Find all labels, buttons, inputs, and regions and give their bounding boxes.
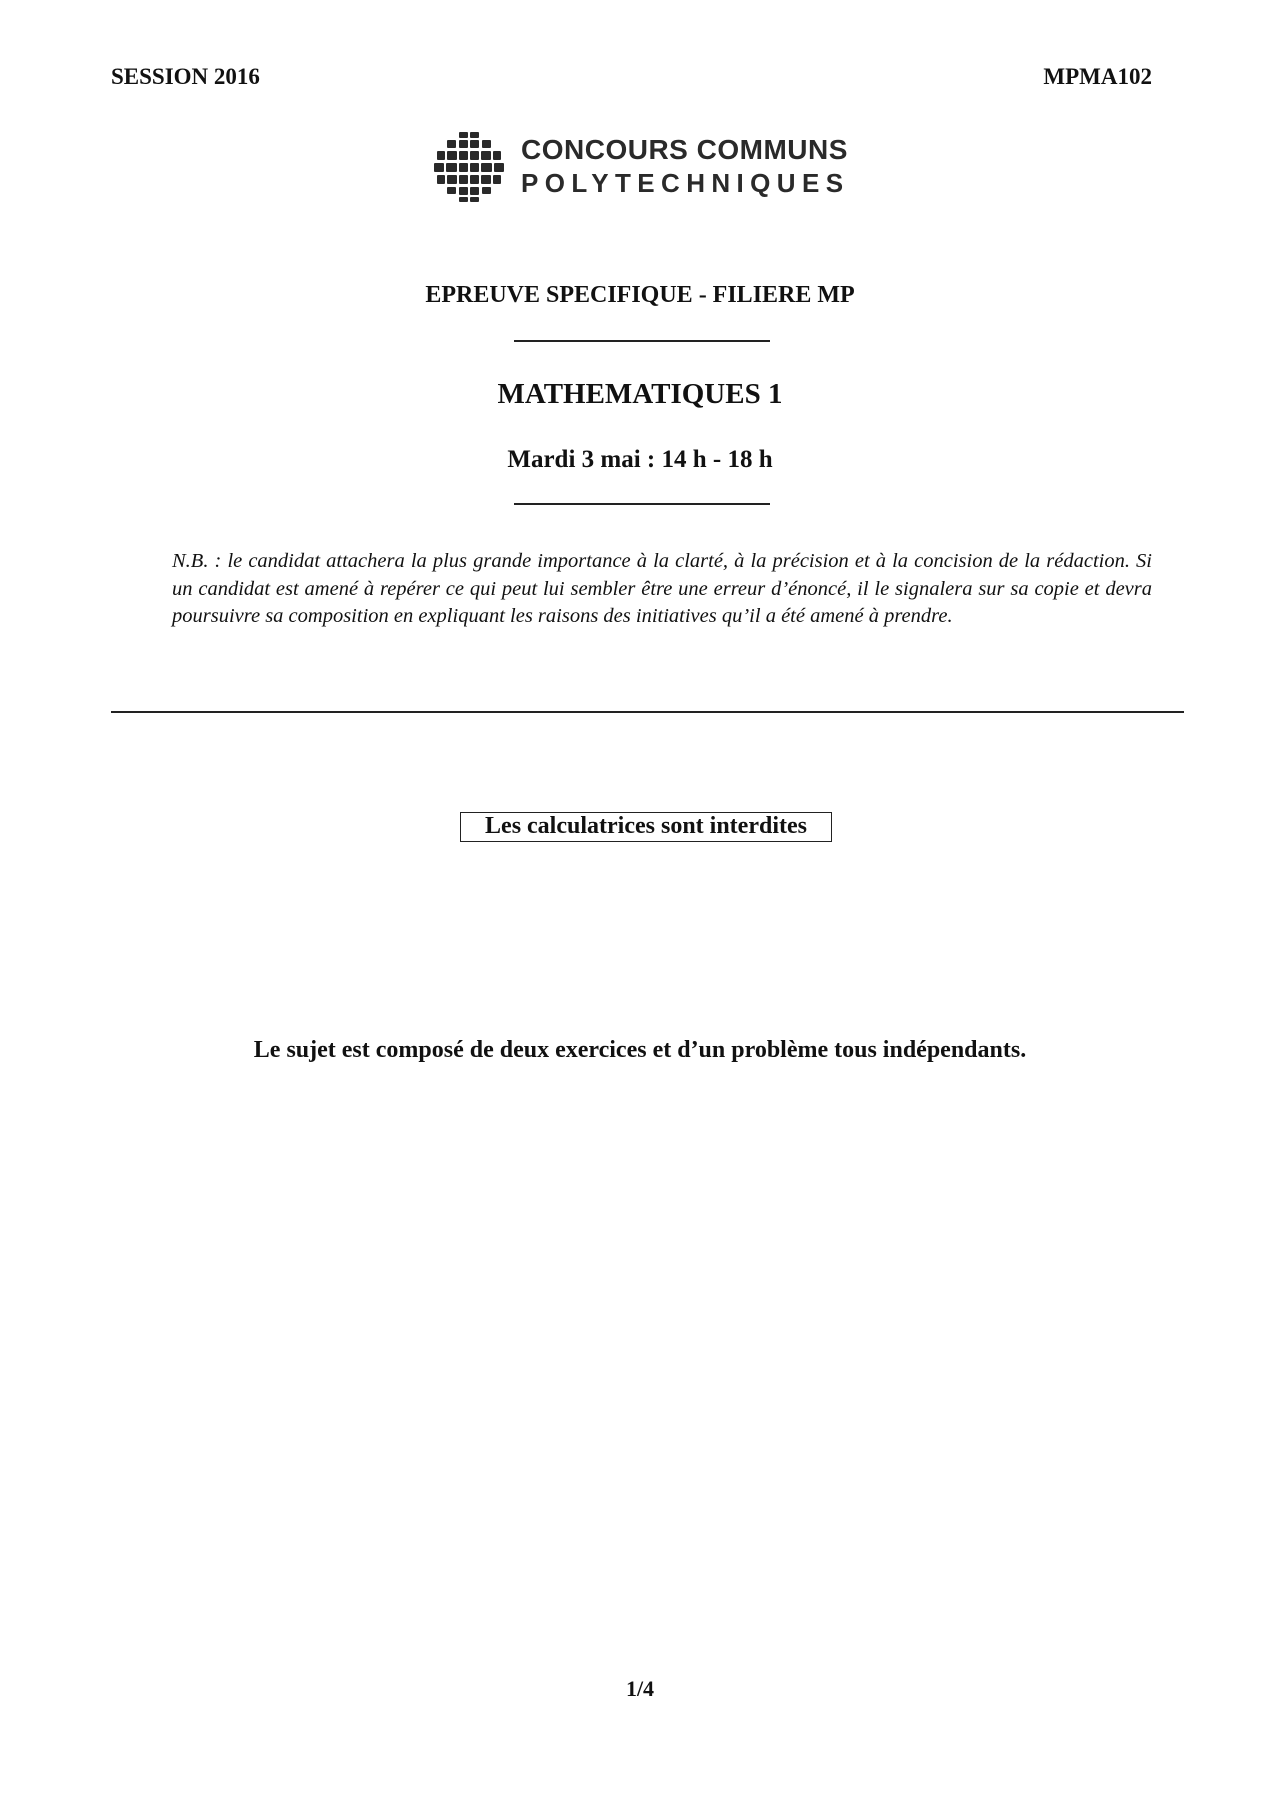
logo bbox=[433, 130, 853, 202]
logo-text-line1: CONCOURS COMMUNS bbox=[521, 134, 848, 165]
section-divider bbox=[111, 711, 1184, 713]
divider bbox=[514, 503, 770, 505]
exam-subtitle: EPREUVE SPECIFIQUE - FILIERE MP bbox=[425, 282, 855, 308]
candidate-note: N.B. : le candidat attachera la plus grande importance à la clarté, à la précision et à la concision de la rédaction. Si un candidat est amené à repérer ce qui peut lui sembler être une erreur d’énoncé, il le signalera sur sa copie et devra poursuivre sa composition en expliquant les raisons des initiatives qu’il a été amené à prendre. bbox=[172, 550, 1152, 627]
exam-code: MPMA102 bbox=[1043, 64, 1152, 89]
calculator-notice: Les calculatrices sont interdites bbox=[460, 812, 832, 842]
exam-schedule: Mardi 3 mai : 14 h - 18 h bbox=[507, 446, 773, 473]
page-number: 1/4 bbox=[625, 1676, 655, 1701]
divider bbox=[514, 340, 770, 342]
session-label: SESSION 2016 bbox=[111, 64, 260, 89]
logo-text-line2: POLYTECHNIQUES bbox=[521, 168, 850, 198]
globe-logo-icon bbox=[433, 132, 505, 202]
composition-statement: Le sujet est composé de deux exercices et d’un problème tous indépendants. bbox=[253, 1037, 1027, 1063]
exam-title: MATHEMATIQUES 1 bbox=[497, 378, 783, 410]
